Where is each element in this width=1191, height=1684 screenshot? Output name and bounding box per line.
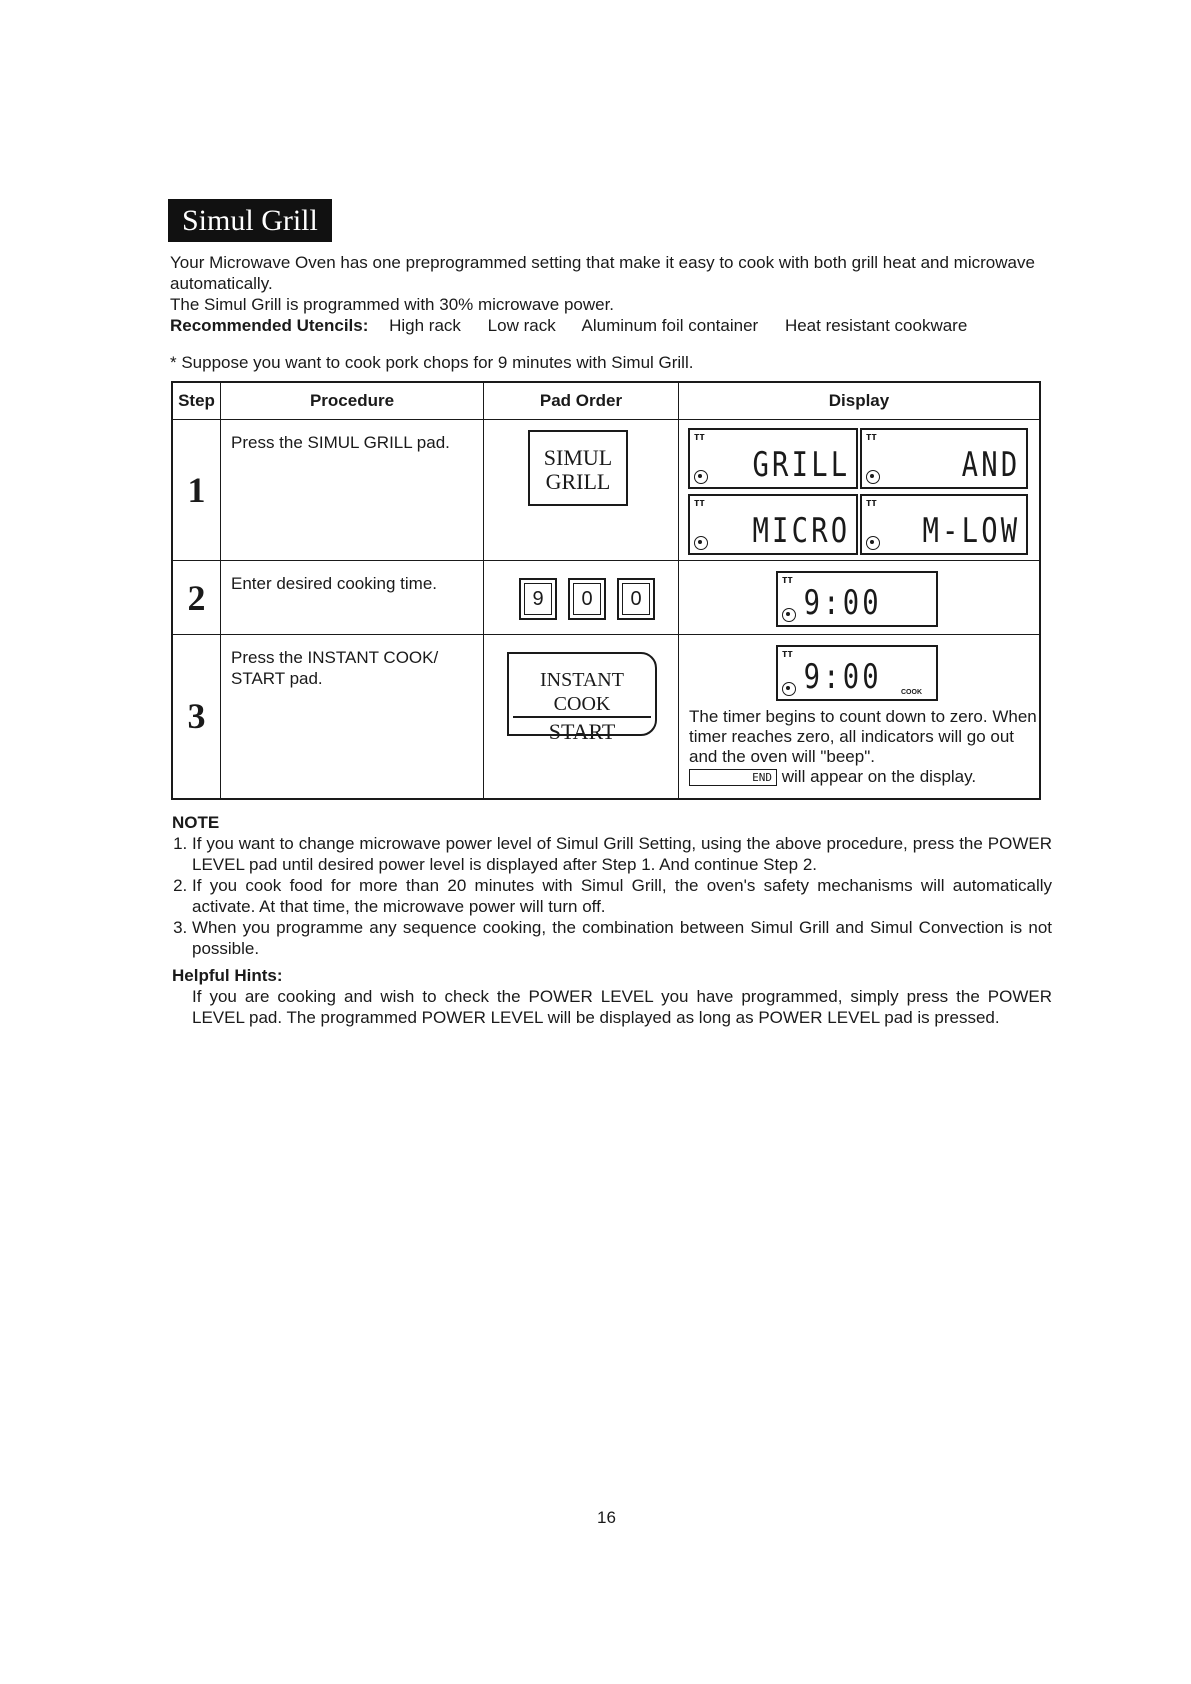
pad-label: SIMUL [543,445,613,470]
table-header-row [172,382,1040,420]
pad-order-cell [484,561,679,635]
list-item: 3. When you programme any sequence cooking, the combination between Simul Grill and Simul Convection is not possible. [192,917,1052,959]
lcd-display [776,571,938,627]
fan-indicator-icon [694,536,708,550]
fan-indicator-icon [866,536,880,550]
step-procedure: Enter desired cooking time. [221,561,484,635]
pad-label: INSTANT COOK [513,668,651,718]
list-item: 2. If you cook food for more than 20 minutes with Simul Grill, the oven's safety mechanisms will automatically activate. At that time, the microwave power will turn off. [192,875,1052,917]
fan-indicator-icon [866,470,880,484]
note-list [172,833,1052,959]
step-number: 1 [172,420,221,561]
notes-section [172,812,1052,1028]
lcd-text: 9:00 [803,657,882,697]
header-procedure: Procedure [221,382,484,420]
list-item: 1. If you want to change microwave power level of Simul Grill Setting, using the above procedure, press the POWER LEVEL pad until desired power level is displayed after Step 1. And continue Step 2. [192,833,1052,875]
microwave-indicator-icon: ᴛᴛ [782,574,793,586]
intro-text [170,252,1050,336]
display-cell [679,561,1041,635]
step-number: 2 [172,561,221,635]
section-title: Simul Grill [168,199,332,242]
lcd-text: 9:00 [803,583,882,623]
end-display-box [689,769,777,786]
pad-label: GRILL [545,469,611,494]
microwave-indicator-icon: ᴛᴛ [694,497,705,509]
header-step: Step [172,382,221,420]
utensil-item: Heat resistant cookware [784,316,968,335]
step-procedure: Press the INSTANT COOK/ START pad. [221,635,484,799]
note-heading: NOTE [172,813,220,832]
utensils-label: Recommended Utencils: [170,316,369,335]
header-pad-order: Pad Order [484,382,679,420]
step-procedure: Press the SIMUL GRILL pad. [221,420,484,561]
fan-indicator-icon [782,608,796,622]
fan-indicator-icon [694,470,708,484]
utensil-item: Aluminum foil container [581,316,759,335]
intro-line-1: Your Microwave Oven has one preprogrammed setting that make it easy to cook with both grill heat and microwave automatically. [170,253,1035,293]
lcd-display [776,645,938,701]
microwave-indicator-icon: ᴛᴛ [694,431,705,443]
display-description [689,707,1039,787]
step-number: 3 [172,635,221,799]
pad-label: START [548,719,616,744]
number-key: 0 [568,578,606,620]
lcd-text: M-LOW [922,511,1020,551]
lcd-text: GRILL [752,445,850,485]
simul-grill-pad [528,430,628,506]
instant-cook-start-pad [507,652,657,744]
pad-order-cell [484,635,679,799]
number-key: 0 [617,578,655,620]
number-key: 9 [519,578,557,620]
description-text: The timer begins to count down to zero. When timer reaches zero, all indicators will go out and the oven will "beep". [689,707,1037,766]
lcd-display [688,494,858,555]
table-row [172,561,1040,635]
lcd-display [860,428,1028,489]
lcd-text: AND [961,445,1020,485]
example-statement: * Suppose you want to cook pork chops for 9 minutes with Simul Grill. [170,353,694,372]
lcd-display [860,494,1028,555]
description-text: will appear on the display. [781,767,977,786]
table-row [172,420,1040,561]
utensil-item: High rack [389,316,461,335]
fan-indicator-icon [782,682,796,696]
procedure-table [171,381,1041,800]
lcd-text: MICRO [752,511,850,551]
hints-heading: Helpful Hints: [172,966,283,985]
pad-order-cell [484,420,679,561]
end-display-text: END [752,771,772,785]
microwave-indicator-icon: ᴛᴛ [866,497,877,509]
lcd-display [688,428,858,489]
header-display: Display [679,382,1041,420]
intro-line-2: The Simul Grill is programmed with 30% microwave power. [170,295,615,314]
utensil-item: Low rack [487,316,556,335]
table-row [172,635,1040,799]
recommended-utensils [170,315,1050,336]
cook-indicator: COOK [901,689,922,696]
microwave-indicator-icon: ᴛᴛ [866,431,877,443]
display-cell [679,635,1041,799]
page-number: 16 [597,1508,616,1527]
hints-text: If you are cooking and wish to check the POWER LEVEL you have programmed, simply press the POWER LEVEL pad. The programmed POWER LEVEL will be displayed as long as POWER LEVEL pad is pressed. [192,987,1052,1027]
microwave-indicator-icon: ᴛᴛ [782,648,793,660]
display-cell [679,420,1041,561]
